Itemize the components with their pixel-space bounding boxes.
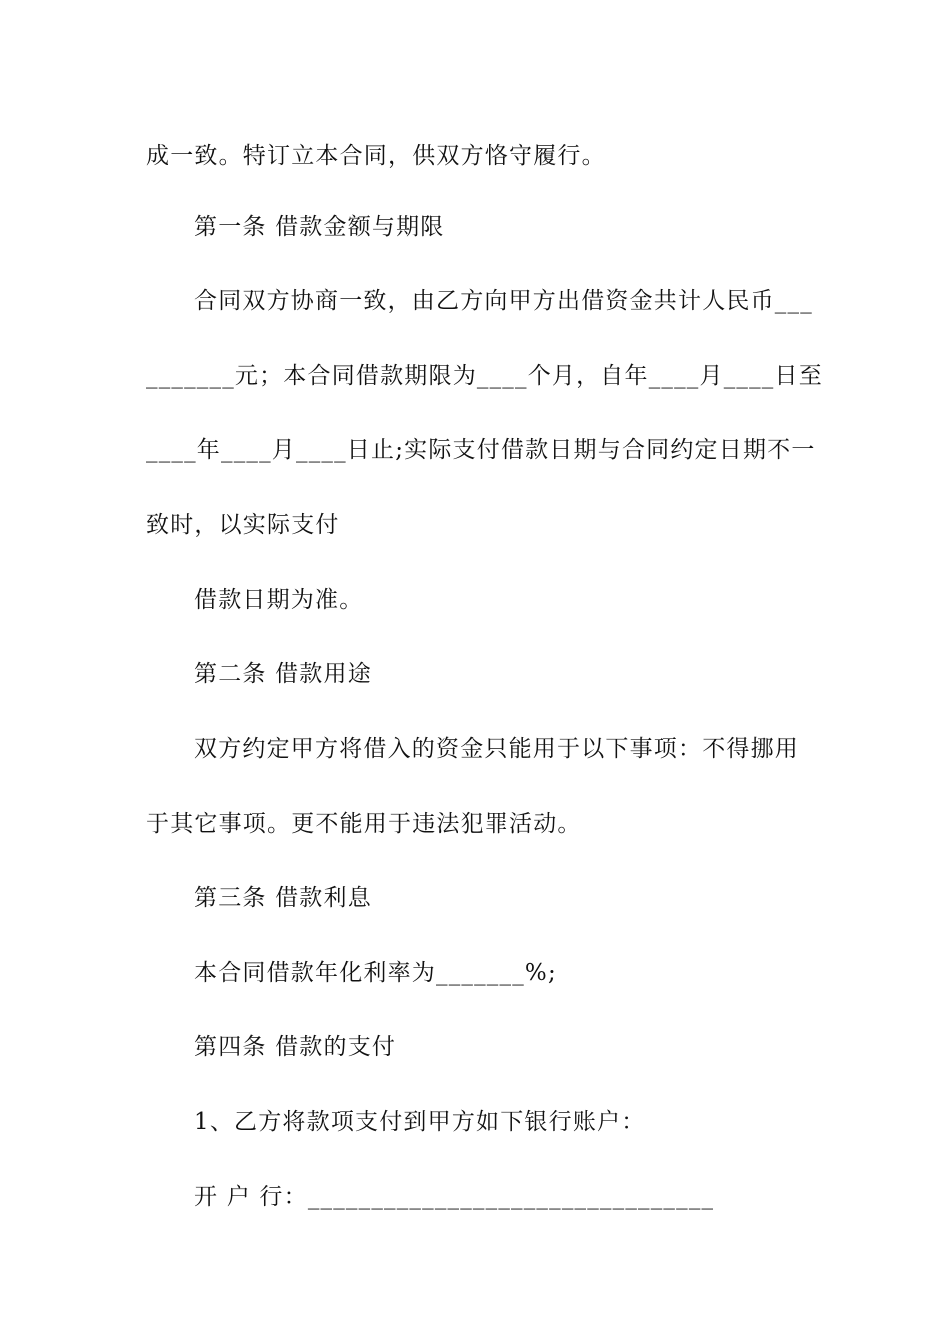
paragraph-line: 致时，以实际支付 [146, 512, 340, 538]
paragraph-line: 本合同借款年化利率为_______%; [194, 960, 557, 986]
paragraph-line: 双方约定甲方将借入的资金只能用于以下事项：不得挪用 [194, 736, 799, 762]
paragraph-line: 借款日期为准。 [194, 587, 364, 613]
paragraph-line: 1、乙方将款项支付到甲方如下银行账户： [194, 1109, 646, 1135]
article-2-heading: 第二条 借款用途 [194, 661, 372, 687]
paragraph-line: _______元；本合同借款期限为____个月，自年____月____日至 [146, 363, 823, 389]
paragraph-line: 合同双方协商一致，由乙方向甲方出借资金共计人民币___ [194, 288, 813, 314]
article-4-heading: 第四条 借款的支付 [194, 1034, 397, 1060]
paragraph-line: 于其它事项。更不能用于违法犯罪活动。 [146, 811, 582, 837]
bank-field-line: 开 户 行：________________________________ [194, 1184, 715, 1210]
paragraph-line: ____年____月____日止;实际支付借款日期与合同约定日期不一 [146, 437, 816, 463]
article-3-heading: 第三条 借款利息 [194, 885, 372, 911]
article-1-heading: 第一条 借款金额与期限 [194, 214, 445, 240]
paragraph-line: 成一致。特订立本合同，供双方恪守履行。 [146, 143, 606, 169]
